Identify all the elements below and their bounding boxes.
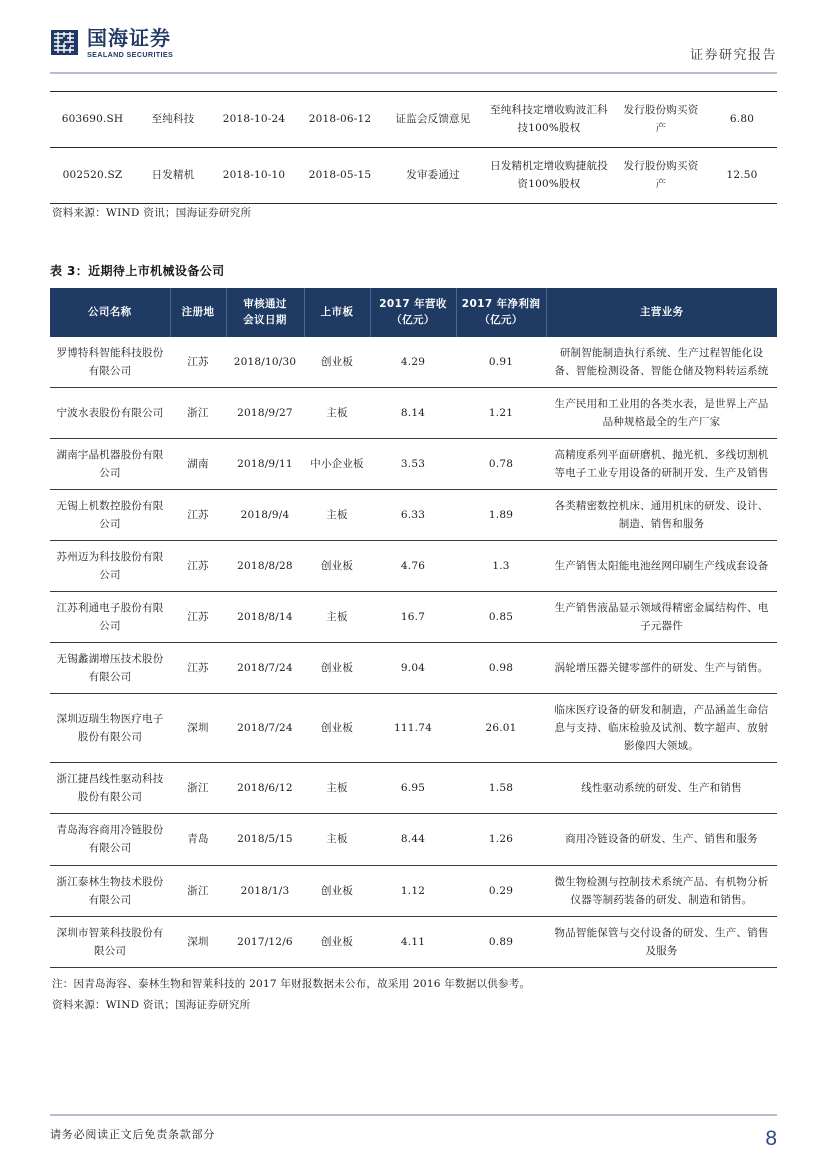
cell-board: 主板 bbox=[326, 406, 348, 419]
cell-profit: 0.98 bbox=[488, 662, 514, 675]
cell-province: 江苏 bbox=[187, 611, 209, 624]
header-line1: 公司名称 bbox=[87, 306, 132, 319]
cell-revenue: 8.14 bbox=[400, 406, 426, 419]
cell-date: 2018/9/27 bbox=[237, 406, 293, 419]
cell-company: 浙江泰林生物技术股份有限公司 bbox=[56, 875, 164, 906]
cell-amount: 12.50 bbox=[726, 168, 758, 181]
cell-plan: 至纯科技定增收购波汇科技100%股权 bbox=[490, 104, 608, 135]
cell-revenue: 8.44 bbox=[400, 833, 426, 846]
cell-code: 603690.SH bbox=[61, 113, 124, 126]
cell-date2: 2018-06-12 bbox=[308, 113, 372, 126]
column-header-business bbox=[546, 288, 777, 337]
cell-date: 2018/5/15 bbox=[237, 833, 293, 846]
cell-business: 高精度系列平面研磨机、抛光机、多线切割机等电子工业专用设备的研制开发、生产及销售 bbox=[554, 448, 769, 479]
table-row bbox=[50, 540, 777, 591]
cell-business: 线性驱动系统的研发、生产和销售 bbox=[581, 782, 742, 795]
cell-board: 主板 bbox=[326, 833, 348, 846]
cell-code: 002520.SZ bbox=[62, 168, 123, 181]
cell-date: 2018/10/30 bbox=[233, 355, 297, 368]
cell-business: 研制智能制造执行系统、生产过程智能化设备、智能检测设备、智能仓储及物料转运系统 bbox=[554, 346, 769, 377]
cell-province: 浙江 bbox=[187, 884, 209, 897]
table-row bbox=[50, 489, 777, 540]
cell-revenue: 3.53 bbox=[400, 457, 426, 470]
upcoming-listings-table bbox=[50, 288, 777, 968]
column-header-approval-date bbox=[226, 288, 304, 337]
cell-board: 中小企业板 bbox=[310, 457, 364, 470]
cell-board: 主板 bbox=[326, 508, 348, 521]
column-header-revenue bbox=[370, 288, 456, 337]
table3-note: 注：因青岛海容、泰林生物和智莱科技的 2017 年财报数据未公布，故采用 2016 年数据以供参考。 bbox=[52, 978, 531, 990]
table-row bbox=[50, 763, 777, 814]
cell-province: 江苏 bbox=[187, 508, 209, 521]
table-row bbox=[50, 916, 777, 967]
cell-revenue: 6.33 bbox=[400, 508, 426, 521]
header-line1: 主营业务 bbox=[639, 306, 684, 319]
continued-deals-body bbox=[50, 92, 777, 204]
cell-company: 深圳迈瑞生物医疗电子股份有限公司 bbox=[56, 713, 164, 744]
cell-province: 青岛 bbox=[187, 833, 209, 846]
cell-province: 深圳 bbox=[187, 935, 209, 948]
cell-business: 生产民用和工业用的各类水表，是世界上产品品种规格最全的生产厂家 bbox=[554, 397, 769, 428]
cell-plan: 日发精机定增收购捷航投资100%股权 bbox=[490, 159, 608, 191]
table3-caption: 表 3：近期待上市机械设备公司 bbox=[50, 264, 225, 278]
cell-profit: 0.29 bbox=[488, 884, 514, 897]
cell-board: 创业板 bbox=[320, 884, 354, 897]
cell-company: 罗博特科智能科技股份有限公司 bbox=[56, 346, 164, 377]
cell-profit: 0.89 bbox=[488, 935, 514, 948]
cell-business: 微生物检测与控制技术系统产品、有机物分析仪器等制药装备的研发、制造和销售。 bbox=[554, 875, 769, 906]
cell-revenue: 1.12 bbox=[400, 884, 426, 897]
cell-business: 商用冷链设备的研发、生产、销售和服务 bbox=[565, 833, 758, 846]
table3-body bbox=[50, 337, 777, 968]
table-row bbox=[50, 92, 777, 148]
cell-name: 至纯科技 bbox=[151, 113, 195, 126]
cell-date: 2018/1/3 bbox=[240, 884, 290, 897]
header-line1: 2017 年营收 bbox=[379, 298, 447, 310]
cell-business: 各类精密数控机床、通用机床的研发、设计、制造、销售和服务 bbox=[554, 499, 769, 530]
cell-date: 2018/7/24 bbox=[237, 662, 293, 675]
table-row bbox=[50, 643, 777, 694]
cell-date: 2018/6/12 bbox=[237, 782, 293, 795]
cell-revenue: 16.7 bbox=[400, 611, 426, 624]
cell-province: 湖南 bbox=[187, 457, 209, 470]
source-note-table2: 资料来源：WIND 资讯；国海证券研究所 bbox=[52, 207, 252, 219]
cell-province: 江苏 bbox=[187, 559, 209, 572]
page-number: 8 bbox=[765, 1127, 777, 1150]
cell-revenue: 4.29 bbox=[400, 355, 426, 368]
cell-company: 深圳市智莱科技股份有限公司 bbox=[56, 926, 164, 957]
cell-profit: 26.01 bbox=[485, 722, 517, 735]
cell-status: 发审委通过 bbox=[406, 168, 460, 181]
brand-name-cn: 国海证券 bbox=[87, 26, 171, 50]
cell-company: 无锡蠡湖增压技术股份有限公司 bbox=[56, 653, 164, 684]
cell-province: 浙江 bbox=[187, 406, 209, 419]
brand-logo bbox=[50, 26, 173, 58]
cell-revenue: 4.76 bbox=[400, 559, 426, 572]
cell-method: 发行股份购买资产 bbox=[623, 159, 699, 191]
cell-company: 苏州迈为科技股份有限公司 bbox=[56, 550, 164, 581]
cell-company: 浙江捷昌线性驱动科技股份有限公司 bbox=[56, 773, 164, 804]
table-row bbox=[50, 147, 777, 203]
cell-status: 证监会反馈意见 bbox=[395, 113, 471, 126]
cell-date: 2018/9/4 bbox=[240, 508, 290, 521]
column-header-province bbox=[170, 288, 226, 337]
cell-company: 宁波水表股份有限公司 bbox=[56, 406, 164, 419]
header-line1: 上市板 bbox=[320, 306, 354, 319]
cell-revenue: 6.95 bbox=[400, 782, 426, 795]
cell-business: 物品智能保管与交付设备的研发、生产、销售及服务 bbox=[554, 926, 769, 957]
cell-profit: 0.85 bbox=[488, 611, 514, 624]
cell-province: 江苏 bbox=[187, 662, 209, 675]
cell-method: 发行股份购买资产 bbox=[623, 104, 699, 135]
header-line1: 2017 年净利润 bbox=[461, 298, 541, 310]
cell-profit: 0.78 bbox=[488, 457, 514, 470]
cell-business: 生产销售液晶显示领域得精密金属结构件、电子元器件 bbox=[554, 602, 769, 633]
table-row bbox=[50, 694, 777, 763]
report-type-label: 证券研究报告 bbox=[689, 48, 777, 63]
header-line1: 审核通过 bbox=[243, 298, 287, 310]
cell-board: 主板 bbox=[326, 782, 348, 795]
cell-date: 2017/12/6 bbox=[237, 935, 293, 948]
cell-revenue: 9.04 bbox=[400, 662, 426, 675]
table-row bbox=[50, 387, 777, 438]
cell-revenue: 111.74 bbox=[394, 722, 432, 735]
table-row bbox=[50, 592, 777, 643]
cell-business: 生产销售太阳能电池丝网印刷生产线成套设备 bbox=[554, 559, 769, 572]
column-header-profit bbox=[456, 288, 546, 337]
cell-profit: 1.21 bbox=[488, 406, 514, 419]
cell-date1: 2018-10-24 bbox=[222, 113, 286, 126]
table-row bbox=[50, 865, 777, 916]
cell-date1: 2018-10-10 bbox=[222, 168, 286, 181]
cell-province: 深圳 bbox=[187, 722, 209, 735]
header-line1: 注册地 bbox=[181, 306, 215, 319]
header-line2: （亿元） bbox=[479, 314, 523, 327]
header-divider bbox=[50, 72, 777, 74]
cell-profit: 0.91 bbox=[488, 355, 514, 368]
cell-profit: 1.26 bbox=[488, 833, 514, 846]
table3-notes bbox=[52, 974, 779, 1016]
cell-business: 临床医疗设备的研发和制造，产品涵盖生命信息与支持、临床检验及试剂、数字超声、放射影像四大领域。 bbox=[554, 704, 769, 753]
brand-name-en: SEALAND SECURITIES bbox=[87, 50, 174, 59]
cell-profit: 1.89 bbox=[488, 508, 514, 521]
cell-date: 2018/7/24 bbox=[237, 722, 293, 735]
cell-business: 涡轮增压器关键零部件的研发、生产与销售。 bbox=[554, 662, 769, 675]
cell-revenue: 4.11 bbox=[400, 935, 426, 948]
page-header bbox=[50, 26, 777, 78]
sealand-logo-icon bbox=[50, 28, 80, 58]
cell-name: 日发精机 bbox=[151, 168, 195, 181]
table-row bbox=[50, 438, 777, 489]
header-line2: （亿元） bbox=[391, 314, 435, 327]
table-row bbox=[50, 814, 777, 865]
footer-divider bbox=[50, 1114, 777, 1116]
cell-amount: 6.80 bbox=[729, 113, 755, 126]
cell-company: 江苏利通电子股份有限公司 bbox=[56, 602, 164, 633]
cell-date2: 2018-05-15 bbox=[308, 168, 372, 181]
footer-disclaimer: 请务必阅读正文后免责条款部分 bbox=[50, 1128, 216, 1141]
cell-date: 2018/8/14 bbox=[237, 611, 293, 624]
source-note-table3: 资料来源：WIND 资讯；国海证券研究所 bbox=[52, 999, 251, 1011]
column-header-board bbox=[304, 288, 370, 337]
cell-province: 浙江 bbox=[187, 782, 209, 795]
cell-company: 湖南宇晶机器股份有限公司 bbox=[56, 448, 164, 479]
cell-company: 无锡上机数控股份有限公司 bbox=[56, 499, 164, 530]
continued-deals-table bbox=[50, 91, 777, 204]
cell-board: 创业板 bbox=[320, 722, 354, 735]
cell-board: 主板 bbox=[326, 611, 348, 624]
header-line2: 会议日期 bbox=[243, 314, 287, 327]
table3-header-row bbox=[50, 288, 777, 337]
cell-company: 青岛海容商用冷链股份有限公司 bbox=[56, 824, 164, 855]
column-header-company bbox=[50, 288, 170, 337]
cell-board: 创业板 bbox=[320, 559, 354, 572]
cell-board: 创业板 bbox=[320, 935, 354, 948]
cell-profit: 1.58 bbox=[488, 782, 514, 795]
cell-board: 创业板 bbox=[320, 662, 354, 675]
table-row bbox=[50, 337, 777, 388]
cell-date: 2018/9/11 bbox=[237, 457, 293, 470]
cell-province: 江苏 bbox=[187, 355, 209, 368]
cell-board: 创业板 bbox=[320, 355, 354, 368]
cell-profit: 1.3 bbox=[492, 559, 510, 572]
cell-date: 2018/8/28 bbox=[237, 559, 293, 572]
